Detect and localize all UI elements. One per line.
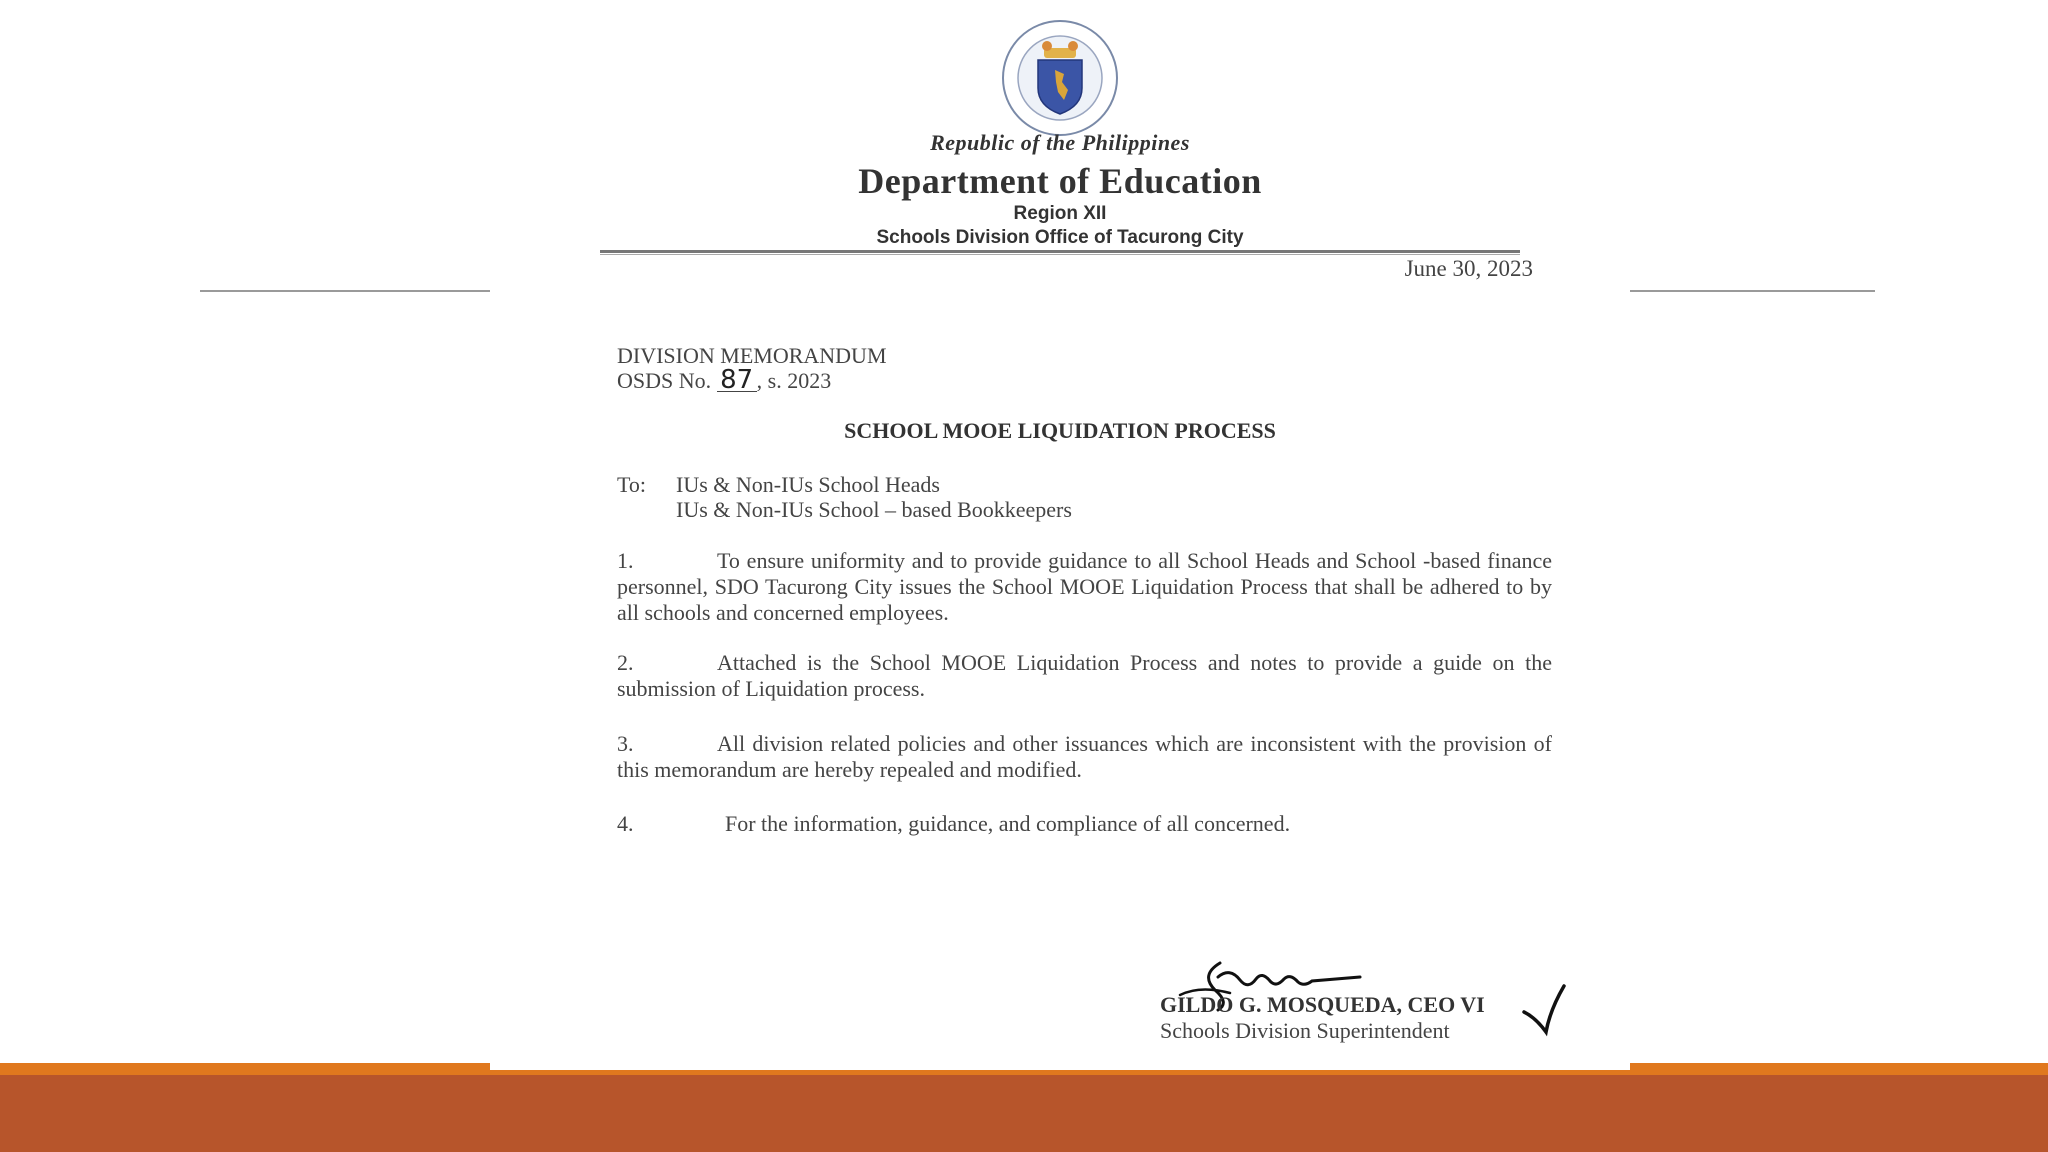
recipient-item: IUs & Non-IUs School – based Bookkeepers: [676, 497, 1072, 522]
memo-date: June 30, 2023: [1404, 256, 1533, 281]
paragraph-text: All division related policies and other issuances which are inconsistent with the provision of this memorandum are hereby repealed and modified.: [617, 731, 1552, 782]
memo-number-prefix: OSDS No.: [617, 368, 712, 393]
slide-divider-left: [200, 290, 490, 292]
memo-number-line: [617, 365, 832, 395]
memo-number-handwritten: 87: [717, 369, 757, 392]
slide-divider-right: [1630, 290, 1875, 292]
footer-band: [0, 1075, 2048, 1152]
header-rule: [600, 250, 1520, 253]
header-rule-thin: [600, 254, 1520, 255]
header-republic: Republic of the Philippines: [930, 130, 1190, 155]
signatory-title: Schools Division Superintendent: [1160, 1018, 1450, 1043]
paragraph-text: Attached is the School MOOE Liquidation Process and notes to provide a guide on the submission of Liquidation process.: [617, 650, 1552, 701]
memo-document: [490, 0, 1630, 1070]
memo-subject: SCHOOL MOOE LIQUIDATION PROCESS: [844, 418, 1276, 443]
header-office: Schools Division Office of Tacurong City: [876, 227, 1244, 248]
header-region: Region XII: [1013, 203, 1107, 224]
recipient-item: IUs & Non-IUs School Heads: [676, 472, 940, 497]
paragraph-4: [617, 811, 1552, 837]
memo-type: DIVISION MEMORANDUM: [617, 343, 887, 368]
paragraph-1: [617, 548, 1552, 626]
paragraph-number: 4.: [617, 811, 634, 836]
header-department: Department of Education: [858, 161, 1262, 201]
deped-seal-icon: [1000, 18, 1120, 138]
paragraph-number: 3.: [617, 731, 634, 756]
paragraph-2: [617, 650, 1552, 702]
paragraph-3: [617, 731, 1552, 783]
signatory-name: GILDO G. MOSQUEDA, CEO VI: [1160, 992, 1485, 1017]
paragraph-number: 1.: [617, 548, 634, 573]
paragraph-text: To ensure uniformity and to provide guidance to all School Heads and School -based finance personnel, SDO Tacurong City issues the School MOOE Liquidation Process that shall be adhered to by all schools and concerned employees.: [617, 548, 1552, 625]
memo-series: , s. 2023: [756, 368, 832, 393]
paragraph-number: 2.: [617, 650, 634, 675]
recipients-label: To:: [617, 472, 647, 497]
checkmark-icon: [1520, 980, 1570, 1040]
paragraph-text: For the information, guidance, and compliance of all concerned.: [725, 811, 1291, 836]
